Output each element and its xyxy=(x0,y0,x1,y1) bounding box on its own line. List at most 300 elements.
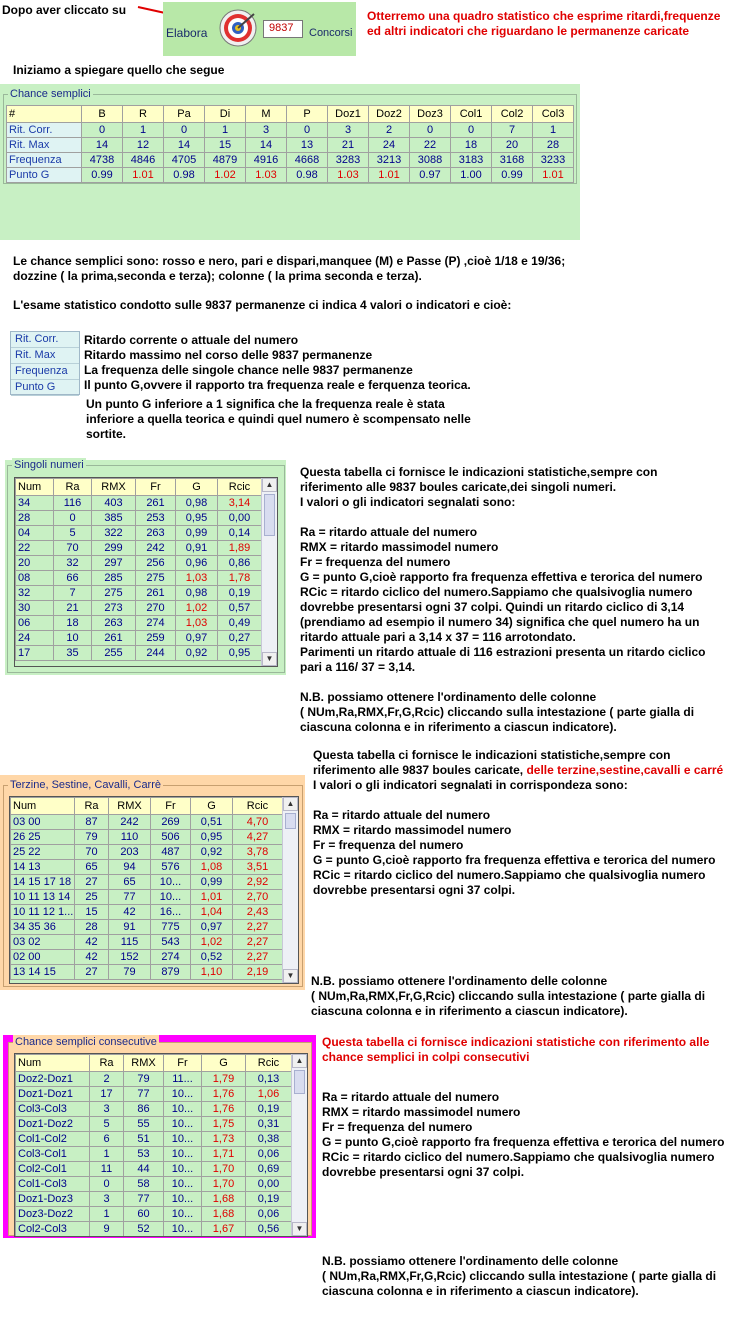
table-cell: 04 xyxy=(16,526,54,541)
table-cell: 274 xyxy=(136,616,176,631)
table-cell: 32 xyxy=(16,586,54,601)
chance-col-header[interactable]: M xyxy=(246,106,287,123)
chance-cell: 1.03 xyxy=(328,168,369,183)
scroll-thumb[interactable] xyxy=(264,494,275,536)
table-cell: 0,92 xyxy=(191,845,233,860)
chance-cell: 4879 xyxy=(205,153,246,168)
legend-label: Rit. Corr. xyxy=(11,332,79,348)
table-row[interactable] xyxy=(11,860,283,875)
scroll-thumb[interactable] xyxy=(285,813,296,829)
consec-nb: N.B. possiamo ottenere l'ordinamento delle colonne ( NUm,Ra,RMX,Fr,G,Rcic) cliccando sulla intestazione ( parte gialla di ciascuna colonna e in riferimento a ciascun indicatore). xyxy=(322,1254,717,1298)
table-cell: 543 xyxy=(151,935,191,950)
table-cell: 11... xyxy=(164,1072,202,1087)
chance-cell: 1 xyxy=(533,123,574,138)
table-cell: Doz1-Doz3 xyxy=(16,1192,90,1207)
chance-col-header[interactable]: Col1 xyxy=(451,106,492,123)
chance-col-header[interactable]: R xyxy=(123,106,164,123)
consec-table xyxy=(15,1054,292,1237)
table-cell: 269 xyxy=(151,815,191,830)
table-cell: 576 xyxy=(151,860,191,875)
table-cell: 25 xyxy=(75,890,109,905)
terzine-desc-red: delle terzine,sestine,cavalli e carré xyxy=(526,763,724,777)
table-row[interactable] xyxy=(16,526,262,541)
chance-cell: 3183 xyxy=(451,153,492,168)
table-cell: 0,91 xyxy=(176,541,218,556)
table-row[interactable] xyxy=(16,646,262,661)
chance-cell: 0 xyxy=(287,123,328,138)
consec-grid-frame xyxy=(14,1053,308,1237)
table-cell: 261 xyxy=(92,631,136,646)
table-cell: 1,76 xyxy=(202,1102,246,1117)
table-cell: 28 xyxy=(75,920,109,935)
chance-cell: 15 xyxy=(205,138,246,153)
singoli-table xyxy=(15,478,262,661)
legend-note: Un punto G inferiore a 1 significa che la frequenza reale è stata inferiore a quella teorica e quindi quel numero è scompensato nelle sortite. xyxy=(86,397,471,441)
table-cell: 0,52 xyxy=(191,950,233,965)
table-cell: 1,03 xyxy=(176,571,218,586)
table-cell: 1,02 xyxy=(191,935,233,950)
table-cell: 1,70 xyxy=(202,1162,246,1177)
scroll-up-icon[interactable]: ▲ xyxy=(262,478,277,492)
singoli-title: Singoli numeri xyxy=(14,459,84,471)
table-cell: 0,97 xyxy=(191,920,233,935)
singoli-col-header[interactable]: Num xyxy=(16,479,54,496)
consec-col-header[interactable]: Rcic xyxy=(246,1055,292,1072)
table-cell: 10... xyxy=(164,1192,202,1207)
table-cell: 270 xyxy=(136,601,176,616)
table-row[interactable] xyxy=(16,541,262,556)
chance-col-header[interactable]: Di xyxy=(205,106,246,123)
chance-col-header[interactable]: Col3 xyxy=(533,106,574,123)
table-cell: 44 xyxy=(124,1162,164,1177)
table-cell: 51 xyxy=(124,1132,164,1147)
table-cell: 87 xyxy=(75,815,109,830)
table-cell: 0,06 xyxy=(246,1147,292,1162)
table-cell: 14 15 17 18 xyxy=(11,875,75,890)
table-cell: 91 xyxy=(109,920,151,935)
table-row[interactable] xyxy=(16,1177,292,1192)
table-row[interactable] xyxy=(16,1102,292,1117)
table-row[interactable] xyxy=(11,830,283,845)
table-cell: 65 xyxy=(109,875,151,890)
table-row[interactable] xyxy=(11,935,283,950)
table-cell: 253 xyxy=(136,511,176,526)
table-cell: Col1-Col3 xyxy=(16,1177,90,1192)
table-row[interactable] xyxy=(11,950,283,965)
chance-row-label: Rit. Max xyxy=(7,138,82,153)
terzine-col-header[interactable]: Rcic xyxy=(233,798,283,815)
table-row[interactable] xyxy=(16,601,262,616)
table-row[interactable] xyxy=(11,890,283,905)
table-cell: 17 xyxy=(16,646,54,661)
concorsi-value: 9837 xyxy=(269,22,294,34)
table-cell: 0,99 xyxy=(191,875,233,890)
chance-cell: 21 xyxy=(328,138,369,153)
table-cell: 1 xyxy=(90,1207,124,1222)
table-row[interactable] xyxy=(11,905,283,920)
table-cell: 0,96 xyxy=(176,556,218,571)
chance-cell: 3283 xyxy=(328,153,369,168)
consec-scrollbar[interactable] xyxy=(291,1054,307,1236)
table-cell: 775 xyxy=(151,920,191,935)
table-row[interactable] xyxy=(11,965,283,980)
table-cell: 16... xyxy=(151,905,191,920)
chance-cell: 4738 xyxy=(82,153,123,168)
consec-desc: Ra = ritardo attuale del numero RMX = ritardo massimodel numero Fr = frequenza del numero G = punto G,cioè rapporto fra frequenza effettiva e terorica del numero RCic = ritardo ciclico del numero.Sappiamo che qualsivoglia numero dovrebbe presentarsi ogni 37 colpi. xyxy=(322,1090,725,1179)
table-cell: 299 xyxy=(92,541,136,556)
singoli-col-header[interactable]: Fr xyxy=(136,479,176,496)
table-cell: 0,38 xyxy=(246,1132,292,1147)
chance-col-header[interactable]: P xyxy=(287,106,328,123)
table-cell: 259 xyxy=(136,631,176,646)
table-cell: 1,75 xyxy=(202,1117,246,1132)
consec-col-header[interactable]: Num xyxy=(16,1055,90,1072)
table-cell: 1,78 xyxy=(218,571,262,586)
section1-title: Iniziamo a spiegare quello che segue xyxy=(13,63,225,77)
table-row[interactable] xyxy=(11,815,283,830)
table-cell: 52 xyxy=(124,1222,164,1237)
chance-cell: 14 xyxy=(246,138,287,153)
singoli-panel xyxy=(7,459,285,673)
table-cell: 5 xyxy=(90,1117,124,1132)
table-cell: 10... xyxy=(164,1222,202,1237)
table-row[interactable] xyxy=(16,1072,292,1087)
table-cell: 22 xyxy=(16,541,54,556)
table-cell: 10... xyxy=(164,1132,202,1147)
table-row[interactable] xyxy=(16,1162,292,1177)
target-icon[interactable] xyxy=(218,8,258,48)
table-cell: 77 xyxy=(124,1087,164,1102)
table-cell: 0,86 xyxy=(218,556,262,571)
legend-description: Il punto G,ovvere il rapporto tra frequenza reale e ferquenza teorica. xyxy=(84,378,471,392)
terzine-grid-frame xyxy=(9,796,299,984)
table-cell: 297 xyxy=(92,556,136,571)
table-cell: 28 xyxy=(16,511,54,526)
table-cell: 3 xyxy=(90,1102,124,1117)
table-cell: 263 xyxy=(92,616,136,631)
table-cell: 02 00 xyxy=(11,950,75,965)
table-cell: 21 xyxy=(54,601,92,616)
table-cell: 4,27 xyxy=(233,830,283,845)
chance-col-header[interactable]: Doz2 xyxy=(369,106,410,123)
table-cell: 0,31 xyxy=(246,1117,292,1132)
table-cell: 403 xyxy=(92,496,136,511)
chance-cell: 13 xyxy=(287,138,328,153)
table-cell: 0,49 xyxy=(218,616,262,631)
table-cell: 27 xyxy=(75,875,109,890)
table-cell: 1,04 xyxy=(191,905,233,920)
table-cell: 242 xyxy=(109,815,151,830)
table-cell: 94 xyxy=(109,860,151,875)
table-cell: 03 00 xyxy=(11,815,75,830)
table-cell: 261 xyxy=(136,496,176,511)
table-cell: 1,06 xyxy=(246,1087,292,1102)
table-cell: 10 xyxy=(54,631,92,646)
table-row[interactable] xyxy=(16,1147,292,1162)
table-cell: 0,00 xyxy=(218,511,262,526)
table-row[interactable] xyxy=(16,616,262,631)
table-row[interactable] xyxy=(16,586,262,601)
table-cell: 60 xyxy=(124,1207,164,1222)
chance-cell: 1.03 xyxy=(246,168,287,183)
table-cell: 0,69 xyxy=(246,1162,292,1177)
table-cell: 10 11 13 14 xyxy=(11,890,75,905)
table-cell: 7 xyxy=(54,586,92,601)
legend-label: Frequenza xyxy=(11,364,79,380)
chance-cell: 0.98 xyxy=(287,168,328,183)
table-cell: 3,78 xyxy=(233,845,283,860)
consec-panel xyxy=(8,1036,312,1236)
table-cell: 70 xyxy=(54,541,92,556)
chance-cell: 3 xyxy=(246,123,287,138)
table-cell: 10 11 12 1... xyxy=(11,905,75,920)
table-cell: 0,51 xyxy=(191,815,233,830)
table-cell: 86 xyxy=(124,1102,164,1117)
table-cell: 10... xyxy=(164,1102,202,1117)
chance-col-header[interactable]: # xyxy=(7,106,82,123)
table-cell: Col3-Col1 xyxy=(16,1147,90,1162)
chance-col-header[interactable]: Pa xyxy=(164,106,205,123)
chance-cell: 0 xyxy=(82,123,123,138)
table-cell: 487 xyxy=(151,845,191,860)
table-cell: 34 35 36 xyxy=(11,920,75,935)
table-cell: 115 xyxy=(109,935,151,950)
consec-col-header[interactable]: Ra xyxy=(90,1055,124,1072)
terzine-col-header[interactable]: RMX xyxy=(109,798,151,815)
table-cell: 385 xyxy=(92,511,136,526)
table-cell: 2,43 xyxy=(233,905,283,920)
table-row[interactable] xyxy=(16,556,262,571)
table-row[interactable] xyxy=(16,1117,292,1132)
table-cell: 1,68 xyxy=(202,1192,246,1207)
table-cell: 18 xyxy=(54,616,92,631)
table-cell: 20 xyxy=(16,556,54,571)
scroll-down-icon[interactable]: ▼ xyxy=(292,1222,307,1236)
table-cell: 34 xyxy=(16,496,54,511)
chance-cell: 0 xyxy=(451,123,492,138)
consec-col-header[interactable]: RMX xyxy=(124,1055,164,1072)
table-cell: 2,70 xyxy=(233,890,283,905)
chance-col-header[interactable]: B xyxy=(82,106,123,123)
table-cell: 06 xyxy=(16,616,54,631)
terzine-table xyxy=(10,797,283,980)
table-row[interactable] xyxy=(16,1132,292,1147)
table-cell: 285 xyxy=(92,571,136,586)
chance-row xyxy=(7,138,574,153)
table-row[interactable] xyxy=(16,631,262,646)
terzine-col-header[interactable]: G xyxy=(191,798,233,815)
chance-cell: 7 xyxy=(492,123,533,138)
consec-col-header[interactable]: Fr xyxy=(164,1055,202,1072)
table-cell: 1,73 xyxy=(202,1132,246,1147)
chance-cell: 12 xyxy=(123,138,164,153)
table-cell: 65 xyxy=(75,860,109,875)
table-row[interactable] xyxy=(16,511,262,526)
table-cell: Doz1-Doz2 xyxy=(16,1117,90,1132)
chance-cell: 1 xyxy=(205,123,246,138)
scroll-down-icon[interactable]: ▼ xyxy=(283,969,298,983)
table-cell: 263 xyxy=(136,526,176,541)
chance-cell: 3233 xyxy=(533,153,574,168)
terzine-title: Terzine, Sestine, Cavalli, Carrè xyxy=(10,779,162,791)
table-cell: 26 25 xyxy=(11,830,75,845)
table-row[interactable] xyxy=(11,845,283,860)
table-cell: 1,67 xyxy=(202,1222,246,1237)
singoli-scrollbar[interactable] xyxy=(261,478,277,666)
consec-title: Chance semplici consecutive xyxy=(15,1036,157,1048)
table-cell: 10... xyxy=(164,1087,202,1102)
singoli-grid-frame xyxy=(14,477,278,667)
chance-cell: 4705 xyxy=(164,153,205,168)
table-cell: 27 xyxy=(75,965,109,980)
scroll-thumb[interactable] xyxy=(294,1070,305,1094)
legend-description: La frequenza delle singole chance nelle 9837 permanenze xyxy=(84,363,413,377)
table-cell: 15 xyxy=(75,905,109,920)
scroll-up-icon[interactable]: ▲ xyxy=(292,1054,307,1068)
table-row[interactable] xyxy=(16,1207,292,1222)
chance-row xyxy=(7,153,574,168)
table-cell: 1 xyxy=(90,1147,124,1162)
table-cell: 0,98 xyxy=(176,586,218,601)
para1: Le chance semplici sono: rosso e nero, pari e dispari,manquee (M) e Passe (P) ,cioè 1/18 e 19/36; dozzine ( la prima,seconda e terza); colonne ( la prima seconda e terza). xyxy=(13,254,566,283)
table-cell: Col2-Col1 xyxy=(16,1162,90,1177)
table-cell: 77 xyxy=(124,1192,164,1207)
table-cell: 10... xyxy=(164,1162,202,1177)
table-cell: 1,76 xyxy=(202,1087,246,1102)
table-row[interactable] xyxy=(16,1192,292,1207)
singoli-col-header[interactable]: Rcic xyxy=(218,479,262,496)
terzine-col-header[interactable]: Num xyxy=(11,798,75,815)
table-cell: Col1-Col2 xyxy=(16,1132,90,1147)
table-cell: 0,56 xyxy=(246,1222,292,1237)
table-cell: 322 xyxy=(92,526,136,541)
chance-col-header[interactable]: Doz3 xyxy=(410,106,451,123)
chance-col-header[interactable]: Col2 xyxy=(492,106,533,123)
table-cell: 0,98 xyxy=(176,496,218,511)
chance-cell: 18 xyxy=(451,138,492,153)
chance-cell: 3 xyxy=(328,123,369,138)
table-cell: 1,02 xyxy=(176,601,218,616)
table-cell: 03 02 xyxy=(11,935,75,950)
terzine-scrollbar[interactable] xyxy=(282,797,298,983)
table-cell: 0,14 xyxy=(218,526,262,541)
singoli-col-header[interactable]: G xyxy=(176,479,218,496)
table-row[interactable] xyxy=(16,496,262,511)
singoli-col-header[interactable]: RMX xyxy=(92,479,136,496)
terzine-desc: Questa tabella ci fornisce le indicazioni statistiche,sempre con riferimento alle 9837 boules caricate, delle terzine,sestine,cavalli e carré I valori o gli indicatori segnalati in corrispondeza sono: Ra = ritardo attuale del numero RMX = ritardo massimodel numero Fr = frequenza del numero G = punto G,cioè rapporto fra frequenza effettiva e terorica del numero RCic = ritardo ciclico del numero.Sappiamo che qualsivoglia numero dovrebbe presentarsi ogni 37 colpi. xyxy=(313,748,724,897)
table-cell: 0,27 xyxy=(218,631,262,646)
table-cell: 3 xyxy=(90,1192,124,1207)
chance-cell: 1.00 xyxy=(451,168,492,183)
table-cell: 10... xyxy=(164,1207,202,1222)
terzine-col-header[interactable]: Ra xyxy=(75,798,109,815)
chance-cell: 0.98 xyxy=(164,168,205,183)
table-row[interactable] xyxy=(16,1087,292,1102)
legend-label: Punto G xyxy=(11,380,79,396)
table-cell: 77 xyxy=(109,890,151,905)
legend-label: Rit. Max xyxy=(11,348,79,364)
chance-cell: 4668 xyxy=(287,153,328,168)
intro-text: Dopo aver cliccato su xyxy=(2,3,127,17)
table-row[interactable] xyxy=(16,1222,292,1237)
table-cell: 244 xyxy=(136,646,176,661)
table-cell: 274 xyxy=(151,950,191,965)
table-cell: 1,01 xyxy=(191,890,233,905)
table-cell: 42 xyxy=(75,935,109,950)
table-cell: 0,19 xyxy=(246,1102,292,1117)
table-cell: 1,79 xyxy=(202,1072,246,1087)
chance-cell: 0 xyxy=(410,123,451,138)
table-row[interactable] xyxy=(16,571,262,586)
terzine-col-header[interactable]: Fr xyxy=(151,798,191,815)
table-cell: 275 xyxy=(92,586,136,601)
table-cell: 42 xyxy=(109,905,151,920)
terzine-panel xyxy=(3,779,303,987)
scroll-down-icon[interactable]: ▼ xyxy=(262,652,277,666)
singoli-desc: Questa tabella ci fornisce le indicazioni statistiche,sempre con riferimento alle 9837 boules caricate,dei singoli numeri. I valori o gli indicatori segnalati sono: Ra = ritardo attuale del numero RMX = ritardo massimodel numero Fr = frequenza del numero G = punto G,cioè rapporto fra frequenza effettiva e terorica del numero RCic = ritardo ciclico del numero.Sappiamo che qualsivoglia numero dovrebbe presentarsi ogni 37 colpi. Quindi un ritardo ciclico di 3,14 (prendiamo ad esempio il numero 34) significa che quel numero ha un ritardo attuale pari a 3,14 x 37 = 116 arrotondato. Parimenti un ritardo attuale di 116 estrazioni presenta un ritardo ciclico pari a 116/ 37 = 3,14. xyxy=(300,465,706,674)
table-cell: 10... xyxy=(151,875,191,890)
table-cell: 1,71 xyxy=(202,1147,246,1162)
chance-cell: 1 xyxy=(123,123,164,138)
table-cell: 79 xyxy=(109,965,151,980)
table-cell: 14 13 xyxy=(11,860,75,875)
table-cell: 79 xyxy=(75,830,109,845)
chance-panel xyxy=(3,88,577,184)
elabora-toolbar xyxy=(163,2,356,56)
table-cell: 25 22 xyxy=(11,845,75,860)
chance-cell: 28 xyxy=(533,138,574,153)
table-cell: 1,68 xyxy=(202,1207,246,1222)
chance-cell: 0.99 xyxy=(82,168,123,183)
legend-box xyxy=(10,331,80,395)
chance-cell: 14 xyxy=(164,138,205,153)
concorsi-input[interactable] xyxy=(263,20,303,38)
scroll-up-icon[interactable]: ▲ xyxy=(283,797,298,811)
table-cell: 3,14 xyxy=(218,496,262,511)
chance-cell: 24 xyxy=(369,138,410,153)
table-cell: 203 xyxy=(109,845,151,860)
chance-cell: 1.02 xyxy=(205,168,246,183)
concorsi-label: Concorsi xyxy=(309,27,353,39)
chance-cell: 0 xyxy=(164,123,205,138)
table-cell: 1,10 xyxy=(191,965,233,980)
chance-cell: 4846 xyxy=(123,153,164,168)
consec-col-header[interactable]: G xyxy=(202,1055,246,1072)
table-row[interactable] xyxy=(11,875,283,890)
table-cell: 0 xyxy=(90,1177,124,1192)
chance-cell: 1.01 xyxy=(123,168,164,183)
table-cell: 879 xyxy=(151,965,191,980)
table-cell: 1,89 xyxy=(218,541,262,556)
table-cell: 3,51 xyxy=(233,860,283,875)
chance-col-header[interactable]: Doz1 xyxy=(328,106,369,123)
table-cell: 58 xyxy=(124,1177,164,1192)
table-cell: 152 xyxy=(109,950,151,965)
table-cell: 256 xyxy=(136,556,176,571)
table-cell: 506 xyxy=(151,830,191,845)
table-cell: 42 xyxy=(75,950,109,965)
table-cell: 110 xyxy=(109,830,151,845)
table-cell: 53 xyxy=(124,1147,164,1162)
table-row[interactable] xyxy=(11,920,283,935)
terzine-nb: N.B. possiamo ottenere l'ordinamento delle colonne ( NUm,Ra,RMX,Fr,G,Rcic) cliccando sulla intestazione ( parte gialla di ciascuna colonna e in riferimento a ciascun indicatore). xyxy=(311,974,706,1018)
table-cell: 0,19 xyxy=(218,586,262,601)
consec-desc-red: Questa tabella ci fornisce indicazioni statistiche con riferimento alle chance semplici in colpi consecutivi xyxy=(322,1035,710,1064)
singoli-col-header[interactable]: Ra xyxy=(54,479,92,496)
chance-row-label: Punto G xyxy=(7,168,82,183)
table-cell: 08 xyxy=(16,571,54,586)
table-cell: 10... xyxy=(164,1177,202,1192)
